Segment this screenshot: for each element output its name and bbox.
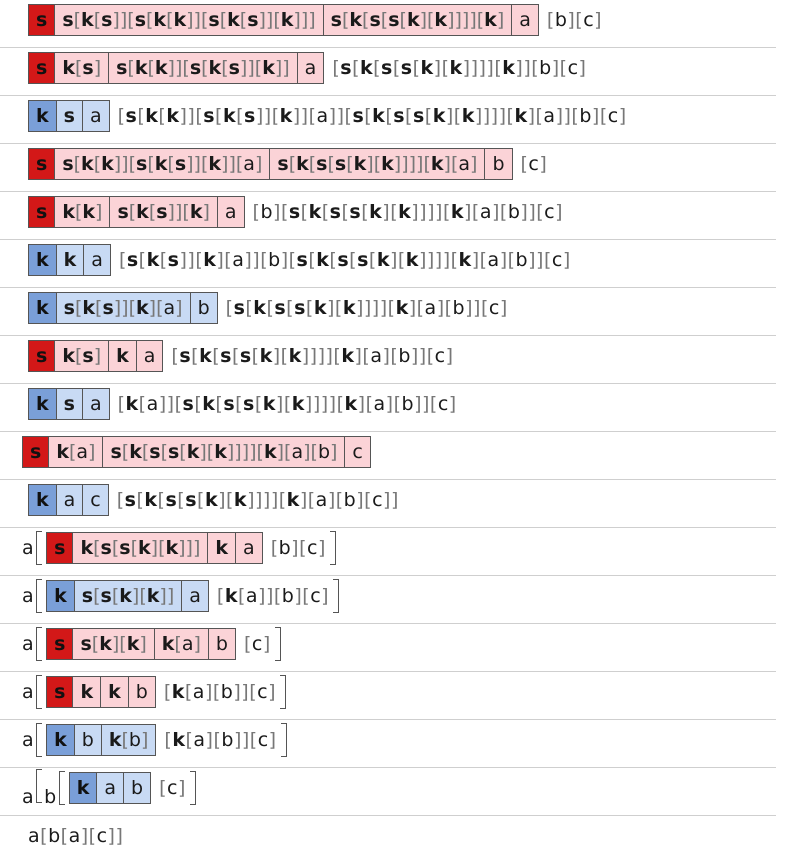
row-prefix: a b [22, 769, 57, 808]
argument-cell: a [181, 581, 208, 611]
row-divider [0, 815, 776, 816]
remaining-arguments: [c] [520, 153, 548, 175]
redex-group [28, 484, 109, 516]
row-divider [0, 47, 776, 48]
redex-group [46, 676, 156, 708]
redex-group [28, 4, 539, 36]
argument-cell: k [ s ] [54, 53, 108, 83]
remaining-arguments: [s[k[s[s[k][k]]]][k]][b][c] [332, 57, 587, 79]
expression-row [28, 195, 563, 229]
open-bracket [36, 627, 42, 661]
row-divider [0, 431, 776, 432]
expression-row [22, 531, 338, 565]
combinator-head-cell: k [29, 485, 56, 515]
expression-row [22, 627, 283, 661]
open-bracket [36, 723, 42, 757]
row-prefix: a [22, 585, 35, 607]
redex-group [46, 532, 263, 564]
row-divider [0, 479, 776, 480]
argument-cell: s [56, 389, 82, 419]
remaining-arguments: [b][c] [270, 537, 326, 559]
row-divider [0, 575, 776, 576]
expression-row [28, 819, 123, 853]
remaining-arguments: [k[a]][b][c] [216, 585, 330, 607]
row-divider [0, 527, 776, 528]
combinator-head-cell: s [29, 5, 54, 35]
open-bracket [36, 531, 42, 565]
remaining-arguments: [k[a]][s[k[s[s[k][k]]]][k][a][b]][c] [117, 393, 457, 415]
argument-cell: a [96, 773, 123, 803]
argument-cell: b [74, 725, 101, 755]
redex-group [28, 196, 245, 228]
row-prefix: a [22, 537, 35, 559]
row-divider [0, 143, 776, 144]
redex-group [28, 388, 110, 420]
argument-cell: s [ k [ s ] ] [ k ] [ a ] [56, 293, 190, 323]
redex-group [28, 340, 163, 372]
final-expression: a[b[a][c]] [28, 825, 124, 847]
argument-cell: s [ k [ s [ s [ k ] [ k ] ] ] ] [ k ] [ a ] [269, 149, 484, 179]
combinator-head-cell: s [29, 53, 54, 83]
argument-cell: s [ s [ k ] [ k ] ] [74, 581, 181, 611]
argument-cell: s [ k ] [ k ] [72, 629, 153, 659]
argument-cell: s [56, 101, 82, 131]
remaining-arguments: [s[k[s]][k][a]][b][s[k[s[s[k][k]]]][k][a][b]][c] [118, 249, 571, 271]
combinator-head-cell: k [70, 773, 97, 803]
argument-cell: c [82, 485, 107, 515]
close-bracket [281, 723, 287, 757]
row-divider [0, 95, 776, 96]
remaining-arguments: [c] [243, 633, 271, 655]
close-bracket [280, 675, 286, 709]
expression-row [28, 51, 586, 85]
argument-cell: k [ s ] [54, 341, 108, 371]
expression-row [28, 291, 508, 325]
argument-cell: a [136, 341, 163, 371]
argument-cell: k [ s [ s [ k ] [ k ] ] ] [72, 533, 207, 563]
redex-group [46, 580, 209, 612]
argument-cell: s [ k [ s [ s [ k ] [ k ] ] ] ] [ k ] [323, 5, 512, 35]
row-divider [0, 335, 776, 336]
row-divider [0, 191, 776, 192]
expression-row [22, 771, 198, 808]
remaining-arguments: [b][c] [546, 9, 603, 31]
combinator-head-cell: s [47, 533, 72, 563]
close-bracket [333, 579, 339, 613]
row-divider [0, 623, 776, 624]
remaining-arguments: [s[k[s[s[k][k]]]][k][a][b]][c] [225, 297, 508, 319]
redex-group [28, 148, 513, 180]
argument-cell: k [108, 341, 136, 371]
argument-cell: k [207, 533, 235, 563]
combinator-head-cell: k [29, 293, 56, 323]
combinator-head-cell: s [29, 197, 54, 227]
argument-cell: a [83, 245, 110, 275]
expression-row [22, 435, 379, 469]
argument-cell: a [82, 101, 109, 131]
argument-cell: a [235, 533, 262, 563]
expression-row [28, 99, 627, 133]
expression-row [28, 3, 602, 37]
row-divider [0, 287, 776, 288]
argument-cell: s [ k [ s ] ] [ s [ k [ k ] ] [ s [ k [ s ] ] [ k ] ] ] [54, 5, 322, 35]
combinator-head-cell: k [47, 581, 74, 611]
argument-cell: s [ k [ s [ s [ k ] [ k ] ] ] ] [ k ] [ a ] [ b ] [102, 437, 344, 467]
argument-cell: b [123, 773, 150, 803]
remaining-arguments: [s[k[s[s[k][k]]]][k][a][b][c]] [116, 489, 399, 511]
row-divider [0, 671, 776, 672]
combinator-head-cell: k [29, 245, 56, 275]
combinator-head-cell: k [47, 725, 74, 755]
combinator-head-cell: s [29, 341, 54, 371]
expression-row [28, 387, 457, 421]
expression-row [28, 339, 454, 373]
remaining-arguments: [k[a][b]][c] [164, 729, 277, 751]
argument-cell: s [ k [ s ] ] [ k ] [109, 197, 216, 227]
redex-group [28, 100, 110, 132]
argument-cell: a [297, 53, 324, 83]
combinator-head-cell: s [47, 677, 72, 707]
redex-group [46, 628, 236, 660]
expression-row [22, 723, 289, 757]
combinator-head-cell: s [23, 437, 48, 467]
argument-cell: k [56, 245, 84, 275]
remaining-arguments: [k[a][b]][c] [163, 681, 276, 703]
argument-cell: k [ a ] [48, 437, 102, 467]
redex-group [28, 52, 324, 84]
remaining-arguments: [c] [159, 777, 186, 799]
argument-cell: k [72, 677, 100, 707]
argument-cell: s [ k [ k ] ] [ s [ k [ s ] ] [ k ] ] [ a ] [54, 149, 269, 179]
row-prefix: a [22, 681, 35, 703]
remaining-arguments: [s[k[s[s[k][k]]]][k][a][b]][c] [171, 345, 454, 367]
argument-cell: b [190, 293, 217, 323]
expression-row [28, 483, 399, 517]
redex-group [28, 244, 111, 276]
close-bracket [190, 771, 196, 805]
close-bracket [275, 627, 281, 661]
argument-cell: k [ b ] [101, 725, 156, 755]
argument-cell: c [344, 437, 369, 467]
expression-row [22, 579, 341, 613]
expression-row [28, 147, 547, 181]
argument-cell: b [208, 629, 235, 659]
remaining-arguments: [b][s[k[s[s[k][k]]]][k][a][b]][c] [252, 201, 564, 223]
argument-cell: a [217, 197, 244, 227]
open-bracket [59, 771, 65, 805]
close-bracket [330, 531, 336, 565]
combinator-head-cell: k [29, 101, 56, 131]
row-prefix: a [22, 633, 35, 655]
expression-row [22, 675, 288, 709]
redex-group [22, 436, 371, 468]
combinator-head-cell: k [29, 389, 56, 419]
open-bracket [36, 579, 42, 613]
open-bracket [36, 675, 42, 709]
argument-cell: a [56, 485, 83, 515]
combinator-head-cell: s [29, 149, 54, 179]
row-prefix: a [22, 729, 35, 751]
argument-cell: b [484, 149, 511, 179]
row-divider [0, 767, 776, 768]
row-divider [0, 719, 776, 720]
remaining-arguments: [s[k[k]][s[k[s]][k]][a]][s[k[s[s[k][k]]]][k][a]][b][c] [117, 105, 627, 127]
row-divider [0, 239, 776, 240]
argument-cell: s [ k [ k ] ] [ s [ k [ s ] ] [ k ] ] [108, 53, 297, 83]
redex-group [28, 292, 218, 324]
combinator-head-cell: s [47, 629, 72, 659]
argument-cell: a [82, 389, 109, 419]
argument-cell: k [ a ] [154, 629, 208, 659]
argument-cell: b [128, 677, 155, 707]
expression-row [28, 243, 571, 277]
argument-cell: a [511, 5, 538, 35]
argument-cell: k [100, 677, 128, 707]
redex-group [46, 724, 156, 756]
redex-group [69, 772, 151, 804]
argument-cell: k [ k ] [54, 197, 109, 227]
row-divider [0, 383, 776, 384]
